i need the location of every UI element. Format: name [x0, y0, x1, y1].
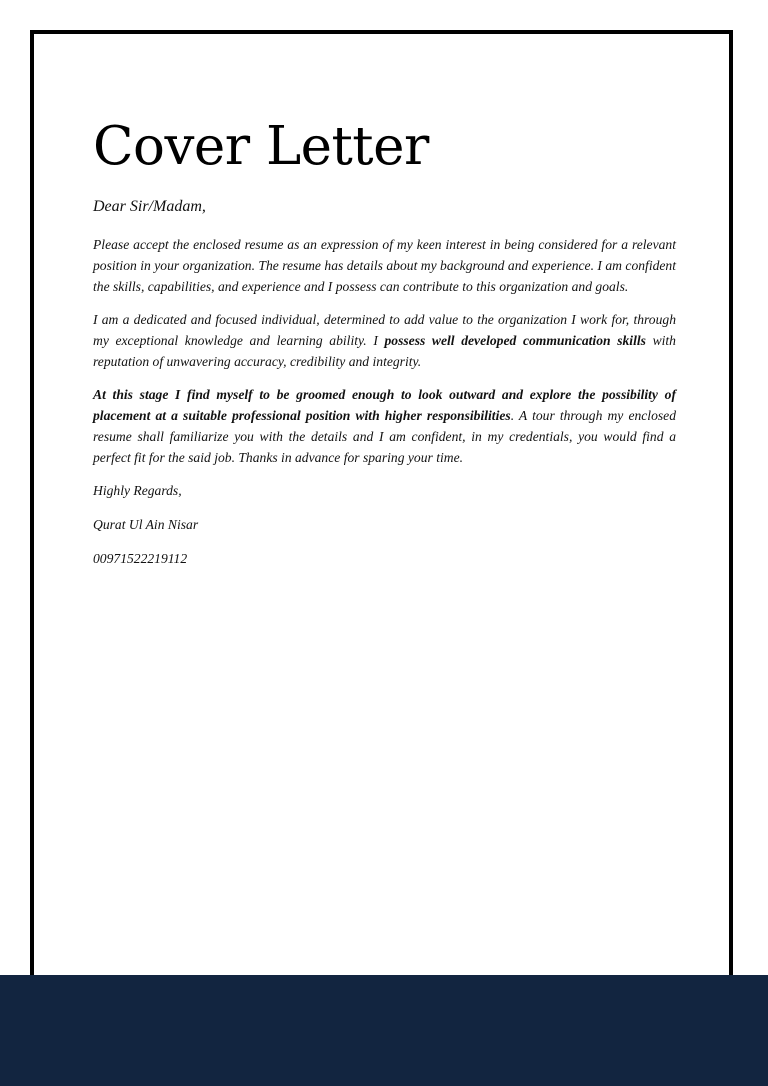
page-title: Cover Letter	[93, 116, 429, 177]
paragraph-intro: Please accept the enclosed resume as an expression of my keen interest in being considered for a relevant position in your organization. The resume has details about my background and experience. I am confident the skills, capabilities, and experience and I possess can contribute to this organization and goals.	[93, 237, 676, 295]
letter-content	[93, 118, 676, 582]
paragraph-skills-bold: possess well developed communication skills	[384, 333, 646, 349]
paragraph-placement-bold: At this stage I find myself to be groomed enough to look outward and explore the possibility of placement at a suitable professional position with higher responsibilities	[93, 387, 676, 424]
paragraph-skills-text-2: with reputation of unwavering accuracy, credibility and integrity.	[93, 333, 676, 370]
salutation: Dear Sir/Madam,	[93, 198, 206, 216]
phone-number: 00971522219112	[93, 551, 188, 567]
paragraph-skills	[93, 309, 676, 372]
paragraph-placement-text: . A tour through my enclosed resume shall familiarize you with the details and I am confident, in my credentials, you would find a perfect fit for the said job. Thanks in advance for sparing your time.	[93, 408, 676, 466]
closing-regards: Highly Regards,	[93, 483, 182, 499]
footer-band	[0, 975, 768, 1086]
signature-name: Qurat Ul Ain Nisar	[93, 517, 199, 533]
paragraph-skills-text-1: I am a dedicated and focused individual, determined to add value to the organization I work for, through my exceptional knowledge and learning ability. I	[93, 312, 676, 349]
paragraph-placement	[93, 384, 676, 468]
